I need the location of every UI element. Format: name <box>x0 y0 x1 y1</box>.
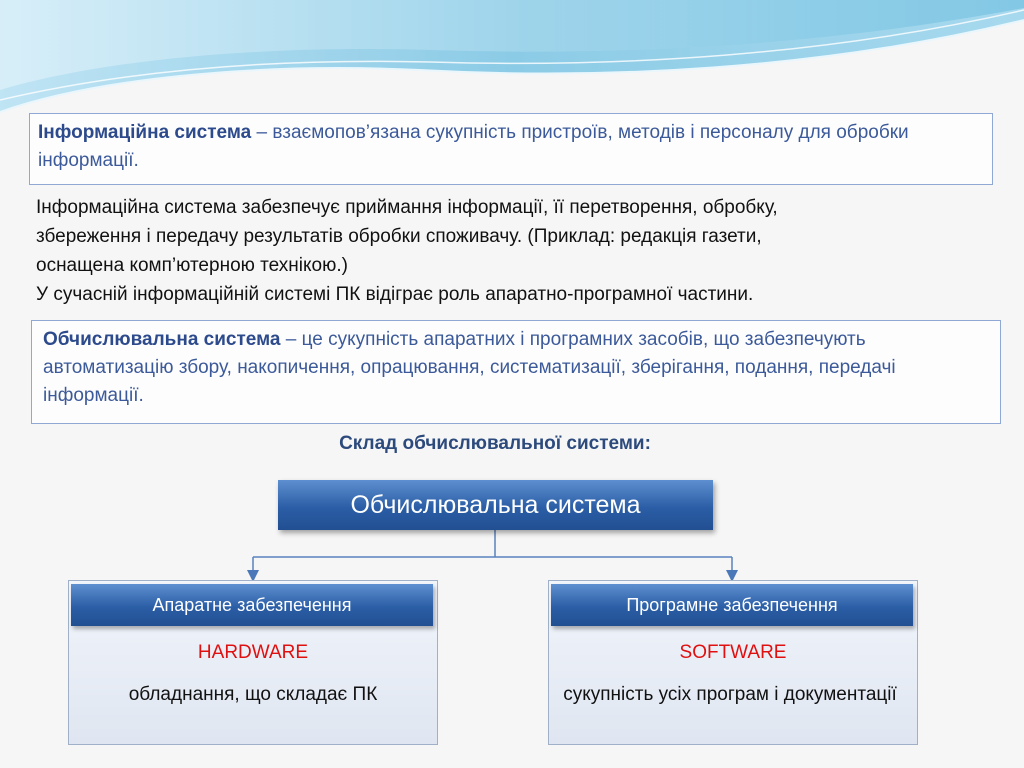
paragraph-line: Інформаційна система забезпечує приймання інформації, її перетворення, обробку, <box>36 197 778 218</box>
definition-term: Інформаційна система <box>38 122 252 143</box>
definition-term: Обчислювальна система <box>43 329 281 350</box>
definition-text: – це сукупність апаратних і програмних засобів, що забезпечують автоматизацію збору, накопичення, опрацювання, систематизації, зберігання, подання, передачі інформації. <box>43 329 896 406</box>
paragraph-line: оснащена комп’ютерною технікою.) <box>36 255 348 276</box>
hardware-title: Апаратне забезпечення <box>71 584 433 626</box>
hardware-description: обладнання, що складає ПК <box>128 684 378 705</box>
computing-system-node: Обчислювальна система <box>278 480 713 530</box>
paragraph-line: збереження і передачу результатів обробки споживачу. (Приклад: редакція газети, <box>36 226 762 247</box>
software-keyword: SOFTWARE <box>679 642 787 663</box>
diagram-heading: Склад обчислювальної системи: <box>339 433 651 454</box>
definition-text: – взаємопов’язана сукупність пристроїв, методів і персоналу для обробки інформації. <box>38 122 909 171</box>
software-title: Програмне забезпечення <box>551 584 913 626</box>
paragraph-line: У сучасній інформаційній системі ПК відіграє роль апаратно-програмної частини. <box>36 284 754 305</box>
hardware-keyword: HARDWARE <box>197 642 309 663</box>
software-description: сукупність усіх програм і документації <box>563 684 897 705</box>
